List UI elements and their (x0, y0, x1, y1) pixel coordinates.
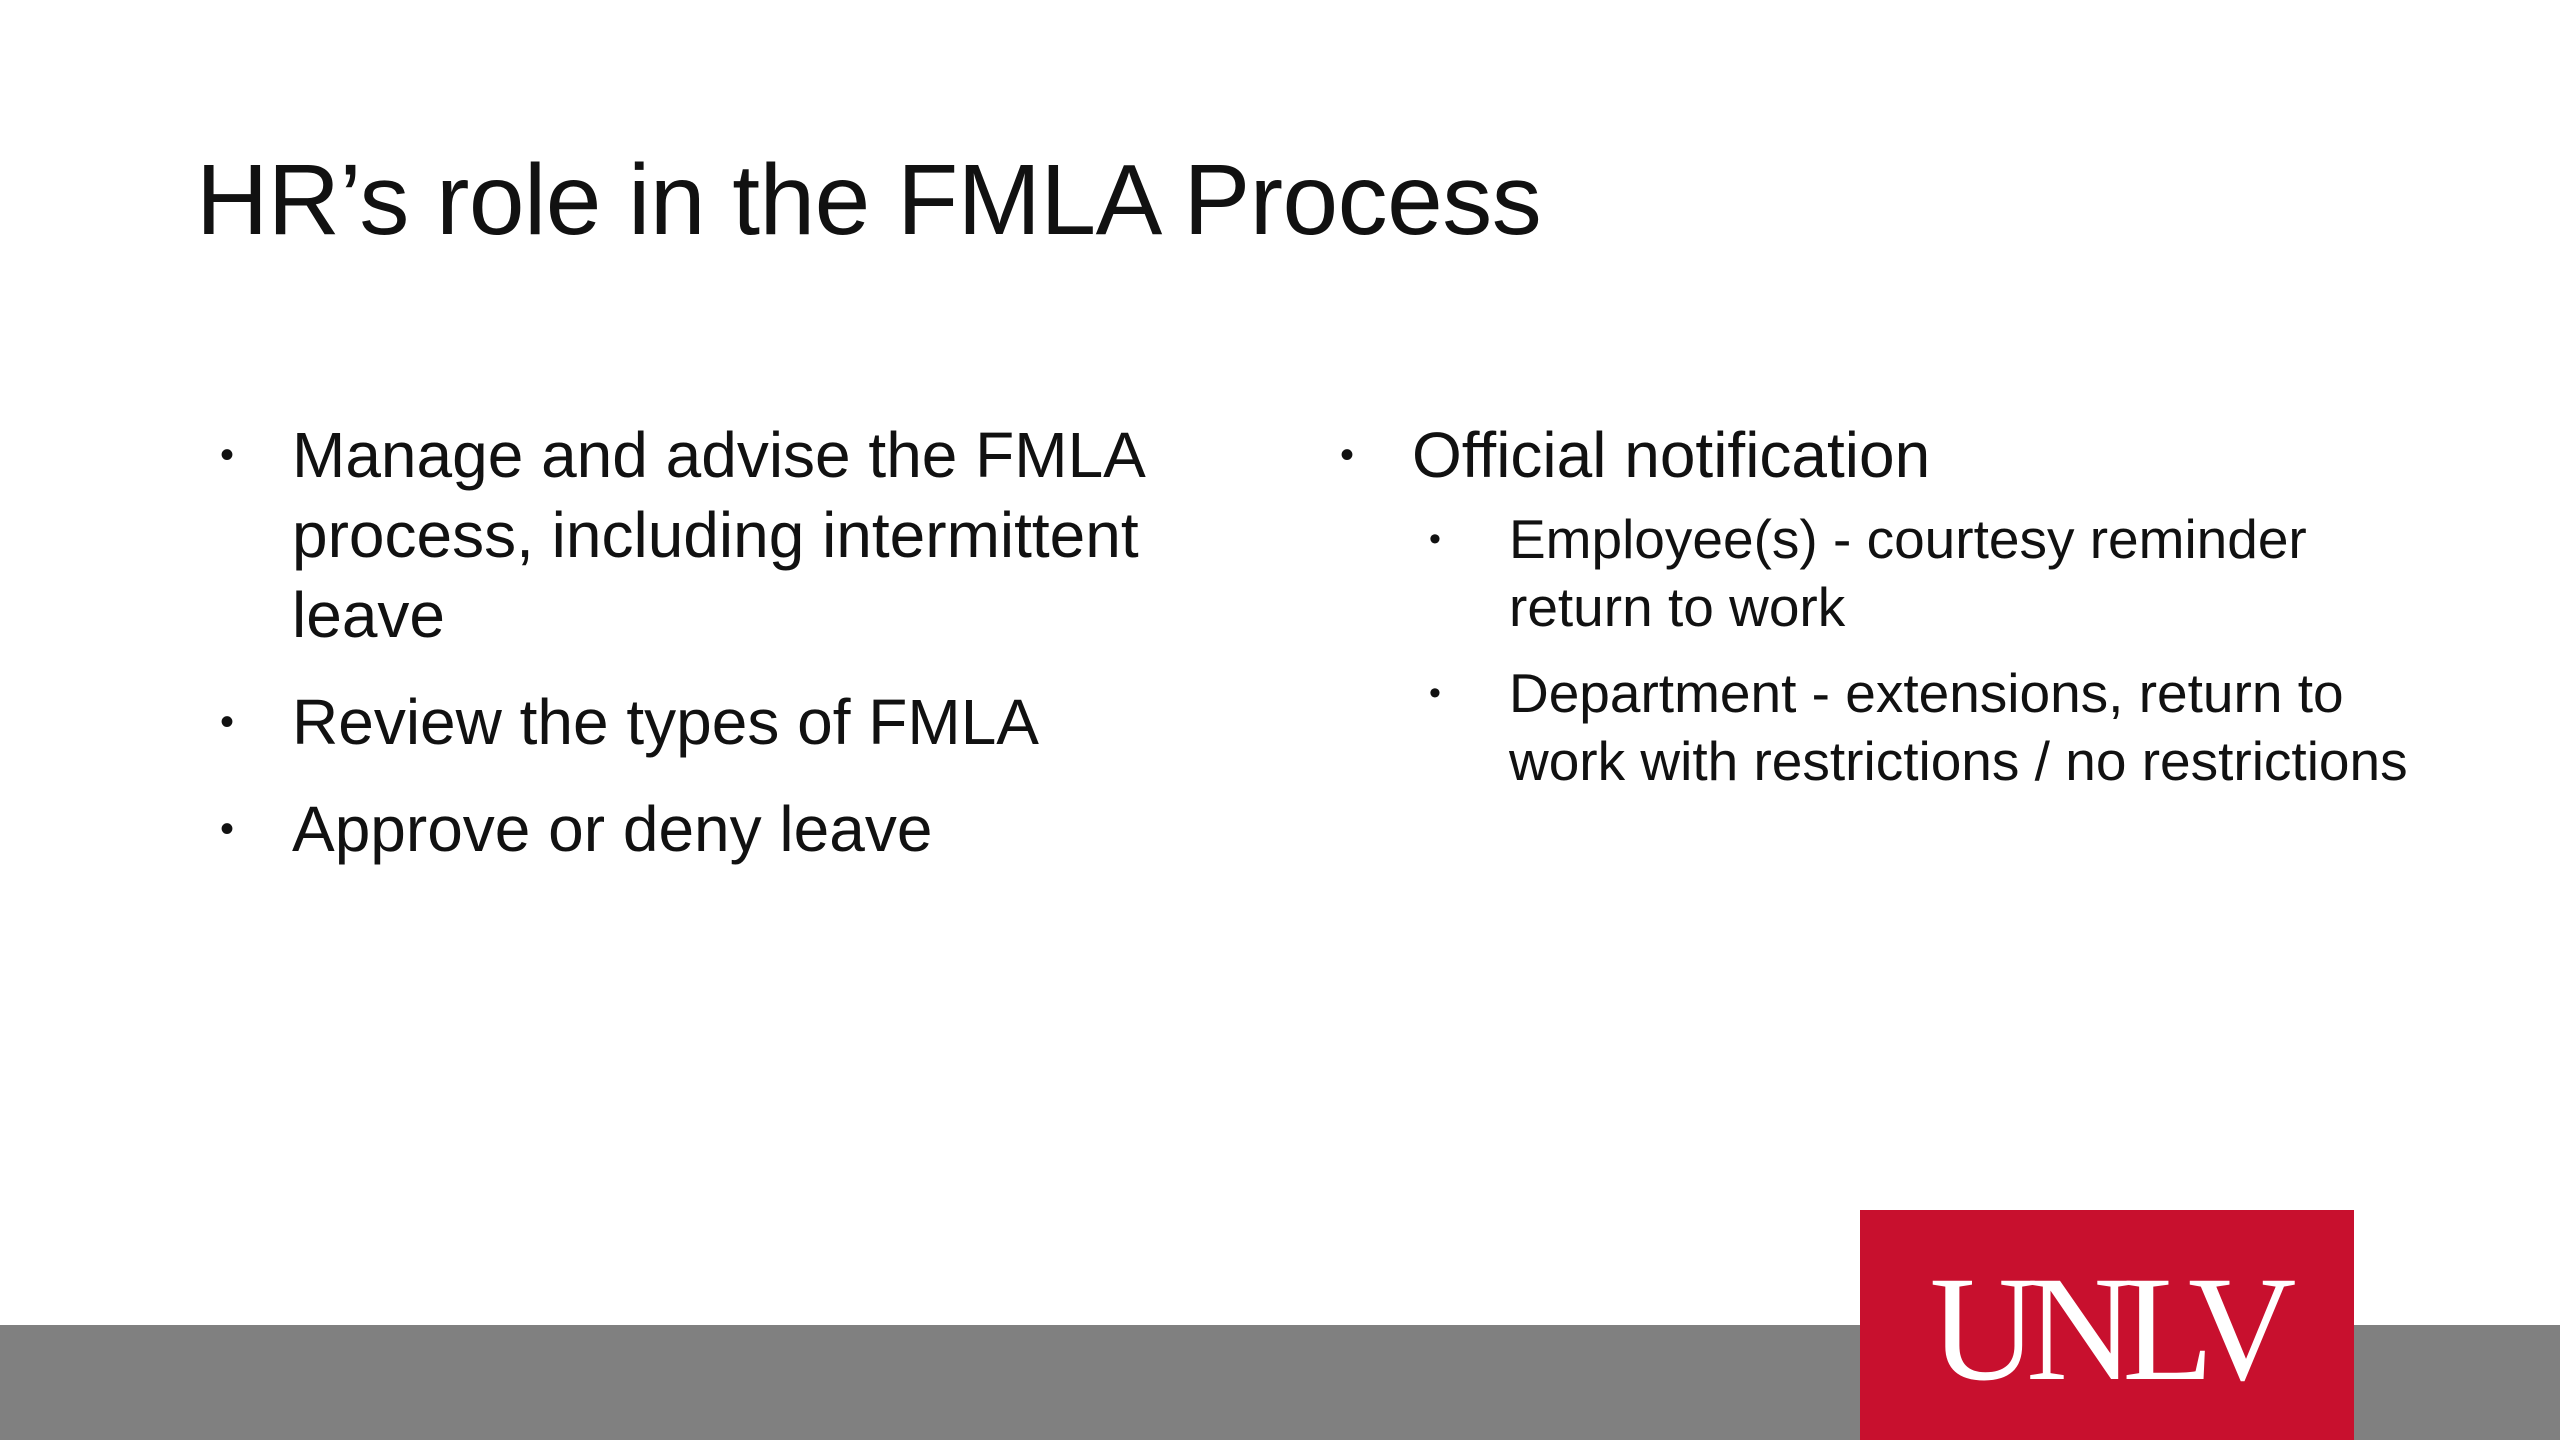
slide-title: HR’s role in the FMLA Process (196, 144, 1542, 256)
left-bullet-list (210, 415, 1260, 896)
list-item (210, 682, 1260, 762)
sub-bullet-icon: • (1429, 674, 1441, 712)
bullet-icon: • (220, 807, 235, 851)
sub-list-item (1427, 659, 2430, 795)
list-item (210, 415, 1260, 655)
bullet-icon: • (220, 700, 235, 744)
bullet-text: Official notification (1412, 419, 1931, 491)
bullet-text: Review the types of FMLA (292, 686, 1039, 758)
right-bullet-list (1330, 415, 2430, 822)
logo-text: UNLV (1929, 1246, 2285, 1412)
sub-list-item (1427, 505, 2430, 641)
sub-bullet-list (1412, 505, 2430, 795)
sub-bullet-text: Department - extensions, return to work with restrictions / no restrictions (1509, 662, 2408, 792)
bullet-icon: • (1340, 433, 1355, 477)
bullet-text: Approve or deny leave (292, 793, 933, 865)
bullet-text: Manage and advise the FMLA process, including intermittent leave (292, 419, 1143, 651)
bullet-icon: • (220, 433, 235, 477)
list-item (210, 789, 1260, 869)
sub-bullet-icon: • (1429, 520, 1441, 558)
list-item (1330, 415, 2430, 795)
sub-bullet-text: Employee(s) - courtesy reminder return to work (1509, 508, 2307, 638)
unlv-logo (1860, 1210, 2354, 1440)
